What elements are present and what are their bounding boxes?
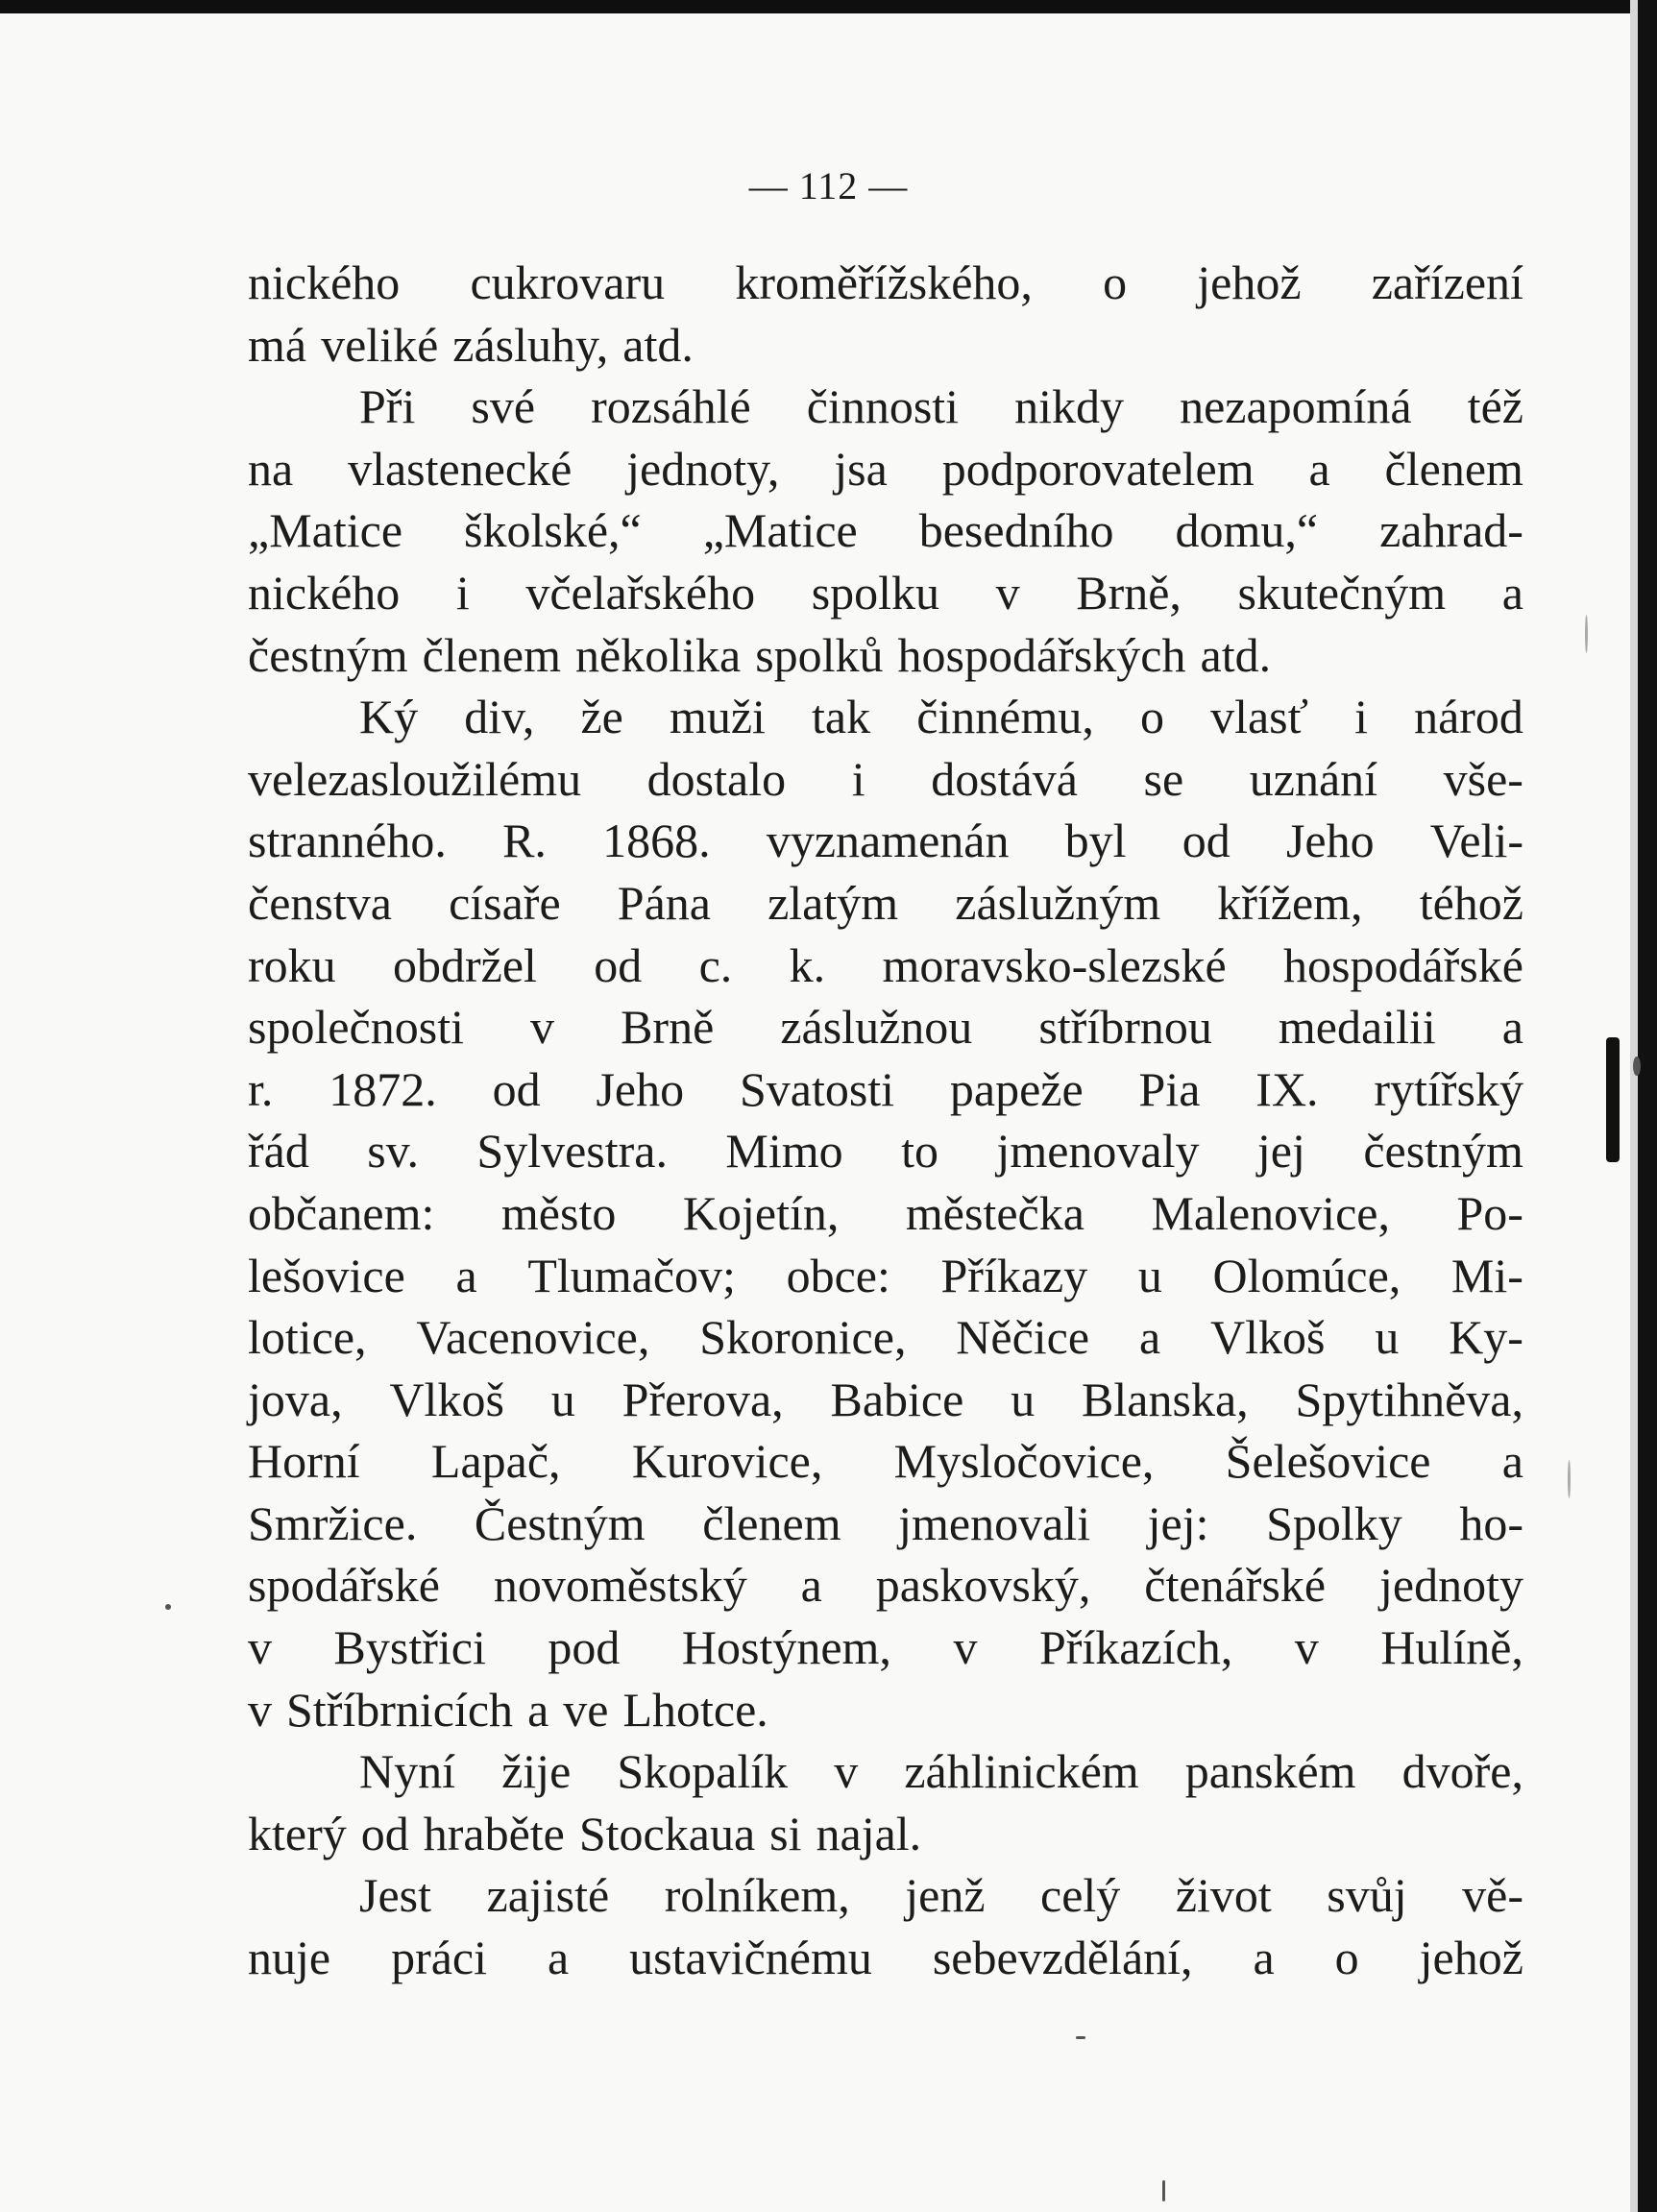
word: a [1308,441,1330,496]
word: který [248,1806,347,1860]
text-line [248,1927,1523,1989]
word: podporovatelem [941,441,1255,496]
word: vě- [1462,1868,1523,1923]
word: zlatým [768,875,899,930]
text-line [248,935,1523,997]
word: moravsko-slezské [882,937,1227,992]
word: jej [1256,1124,1305,1179]
word: Pána [617,875,711,930]
scan-right-edge [1638,0,1657,2212]
word: Sylvestra. [476,1124,668,1179]
text-line [248,562,1523,624]
word: ve [563,1682,609,1737]
word: jednoty [1378,1558,1523,1613]
scan-speck [1585,615,1588,653]
word: r. [248,1061,274,1116]
word: roku [248,937,336,992]
text-line [248,438,1523,500]
word: Pia [1138,1061,1201,1116]
word: Ký [359,690,419,744]
text-line [248,314,1523,377]
word: u [1375,1310,1400,1365]
word: sv. [367,1124,419,1179]
word: o [1334,1931,1359,1985]
word: c. [698,937,733,992]
word: zařízení [1371,255,1523,309]
word: jehož [1197,255,1302,309]
word: čestným [248,627,408,682]
word: Stockaua [578,1806,756,1860]
word: ustavičnému [629,1931,872,1985]
word: o [1139,690,1164,744]
word: Kojetín, [682,1185,840,1240]
word: skutečným [1237,565,1447,620]
word: Něčice [956,1310,1090,1365]
word: hospodářských [897,627,1186,682]
word: nuje [248,1931,331,1985]
text-line [248,376,1523,438]
word: od [594,937,643,992]
text-line [248,748,1523,811]
text-line [248,996,1523,1058]
text-line [248,1058,1523,1121]
word: čenstva [248,875,392,930]
word: nického [248,255,401,309]
word: nezapomíná [1180,379,1412,434]
word: se [1143,751,1184,806]
word: od [492,1061,541,1116]
word: Skoronice, [699,1310,907,1365]
word: jej: [1147,1495,1209,1550]
text-line [248,1245,1523,1307]
text-line [248,1616,1523,1679]
word: Smržice. [248,1495,418,1550]
word: císaře [449,875,561,930]
word: záslužnou [780,1000,973,1055]
word: Veli- [1429,814,1523,868]
word: práci [391,1931,487,1985]
word: Babice [830,1372,964,1426]
word: členem [1384,441,1523,496]
word: Svatosti [739,1061,895,1116]
word: Spolky [1266,1495,1402,1550]
word: Vacenovice, [416,1310,650,1365]
word: Brně, [1076,565,1182,620]
word: i [1354,690,1368,744]
word: včelařského [525,565,756,620]
word: medailii [1278,1000,1436,1055]
word: spolků [755,627,884,682]
word: městečka [905,1185,1084,1240]
word: jsa [834,441,888,496]
word: že [580,690,623,744]
word: občanem: [248,1185,435,1240]
word: rozsáhlé [591,379,751,434]
word: hraběte [423,1806,565,1860]
word: Malenovice, [1151,1185,1390,1240]
word: nického [248,565,401,620]
word: Olomúce, [1212,1248,1401,1302]
word: div, [464,690,535,744]
word: velezasloužilému [248,751,582,806]
word: cukrovaru [470,255,666,309]
word: lotice, [248,1310,367,1365]
word: Nyní [359,1744,455,1799]
word: Bystřici [333,1620,486,1675]
word: o [1103,255,1128,309]
word: a [800,1558,822,1613]
word: a [1501,1434,1523,1489]
word: Brně [621,1000,715,1055]
word: záhlinickém [904,1744,1139,1799]
word: vše- [1443,751,1523,806]
word: jmenovaly [996,1124,1200,1179]
word: Vlkoš [389,1372,504,1426]
text-line [248,810,1523,872]
word: školské,“ [464,503,642,558]
word: i [851,751,865,806]
word: zahrad- [1379,503,1523,558]
word: od [1182,814,1231,868]
word: tak [812,690,871,744]
word: byl [1064,814,1127,868]
word: na [248,441,294,496]
word: muži [669,690,766,744]
word: jenž [905,1868,986,1923]
word: Hostýnem, [681,1620,891,1675]
word: stranného. [248,814,447,868]
word: má [248,317,307,372]
word: Horní [248,1434,360,1489]
word: jmenovali [898,1495,1091,1550]
word: pod [548,1620,621,1675]
word: Jeho [596,1061,685,1116]
word: obce: [786,1248,890,1302]
word: a [547,1931,570,1985]
scan-speck [1633,1057,1641,1076]
word: spolku [811,565,940,620]
word: Tlumačov; [527,1248,736,1302]
scan-top-edge [0,0,1657,13]
word: u [1011,1372,1036,1426]
text-line [248,1369,1523,1431]
word: v [995,565,1020,620]
word: národ [1414,690,1523,744]
word: a [1138,1310,1161,1365]
word: Kurovice, [631,1434,823,1489]
word: vlastenecké [348,441,573,496]
word: atd. [622,317,694,372]
word: „Matice [702,503,858,558]
word: Čestným [474,1495,646,1550]
word: 1868. [602,814,711,868]
text-line [248,1182,1523,1245]
word: jednoty, [626,441,780,496]
word: vlasť [1210,690,1308,744]
word: paskovský, [875,1558,1091,1613]
word: obdržel [392,937,537,992]
word: Příkazy [940,1248,1088,1302]
word: hospodářské [1283,937,1523,992]
word: a [527,1682,549,1737]
word: Lhotce. [622,1682,768,1737]
word: Po- [1456,1185,1523,1240]
word: dostává [931,751,1078,806]
word: a [1501,565,1523,620]
word: u [1137,1248,1162,1302]
word: ho- [1459,1495,1523,1550]
word: v [530,1000,555,1055]
scan-speck [1076,2036,1085,2039]
word: kroměřížského, [735,255,1033,309]
word: nikdy [1014,379,1125,434]
word: žije [501,1744,572,1799]
text-line [248,1554,1523,1616]
word: rytířský [1374,1061,1523,1116]
word: atd. [1200,627,1272,682]
text-line [248,872,1523,935]
word: i [455,565,470,620]
word: svůj [1327,1868,1407,1923]
word: a [1501,1000,1523,1055]
text-line [248,1493,1523,1555]
text-line [248,1803,1523,1865]
word: život [1175,1868,1272,1923]
text-line [248,499,1523,562]
word: novoměstský [493,1558,747,1613]
word: křížem, [1217,875,1363,930]
text-line [248,1679,1523,1741]
word: v [248,1682,272,1737]
word: Přerova, [621,1372,784,1426]
scan-right-shadow [1630,0,1638,2212]
word: Při [359,379,416,434]
word: jova, [248,1372,343,1426]
word: v [834,1744,859,1799]
text-line [248,1306,1523,1369]
word: záslužným [955,875,1161,930]
word: činnosti [806,379,960,434]
word: v [953,1620,978,1675]
word: Mysločovice, [893,1434,1155,1489]
word: dvoře, [1401,1744,1523,1799]
text-line [248,1120,1523,1182]
word: u [550,1372,575,1426]
word: k. [789,937,826,992]
word: si [769,1806,802,1860]
scan-mark [1606,1037,1620,1162]
word: Šelešovice [1225,1434,1431,1489]
word: lešovice [248,1248,405,1302]
body-text [248,252,1523,1989]
word: „Matice [248,503,403,558]
scan-speck [165,1604,171,1610]
word: Hulíně, [1380,1620,1523,1675]
word: členem [422,627,562,682]
text-line [248,1864,1523,1927]
text-line [248,1740,1523,1803]
word: dostalo [646,751,787,806]
word: téhož [1419,875,1523,930]
word: Ky- [1449,1310,1523,1365]
word: též [1467,379,1523,434]
scan-speck [1568,1460,1571,1498]
text-line [248,686,1523,748]
word: několika [575,627,742,682]
word: a [1253,1931,1275,1985]
word: papeže [949,1061,1084,1116]
word: Jeho [1285,814,1375,868]
word: členem [702,1495,841,1550]
word: Spytihněva, [1295,1372,1523,1426]
text-line [248,252,1523,314]
word: zásluhy, [452,317,609,372]
word: IX. [1255,1061,1319,1116]
word: spodářské [248,1558,440,1613]
word: rolníkem, [664,1868,850,1923]
word: vyznamenán [766,814,1010,868]
word: od [360,1806,409,1860]
word: Příkazích, [1038,1620,1233,1675]
word: čtenářské [1144,1558,1327,1613]
word: společnosti [248,1000,464,1055]
word: to [901,1124,938,1179]
word: sebevzdělání, [932,1931,1193,1985]
word: panském [1184,1744,1356,1799]
word: besedního [918,503,1114,558]
word: v [248,1620,272,1675]
word: R. [502,814,547,868]
page-number: — 112 — [748,164,909,207]
word: stříbrnou [1038,1000,1212,1055]
word: Mimo [725,1124,843,1179]
word: Skopalík [617,1744,789,1799]
word: činnému, [916,690,1094,744]
word: Blanska, [1082,1372,1249,1426]
word: Vlkoš [1210,1310,1326,1365]
text-line [248,1430,1523,1493]
word: Jest [359,1868,431,1923]
word: domu,“ [1175,503,1319,558]
scan-speck [1162,2180,1165,2201]
word: jehož [1419,1931,1523,1985]
word: veliké [321,317,439,372]
word: město [500,1185,617,1240]
word: čestným [1363,1124,1523,1179]
word: najal. [816,1806,922,1860]
word: 1872. [329,1061,437,1116]
word: a [455,1248,477,1302]
word: Stříbrnicích [286,1682,514,1737]
word: v [1294,1620,1319,1675]
word: své [471,379,536,434]
text-line [248,624,1523,687]
word: Lapač, [430,1434,561,1489]
word: zajisté [486,1868,610,1923]
word: uznání [1249,751,1378,806]
word: řád [248,1124,309,1179]
word: Mi- [1450,1248,1523,1302]
word: celý [1040,1868,1121,1923]
